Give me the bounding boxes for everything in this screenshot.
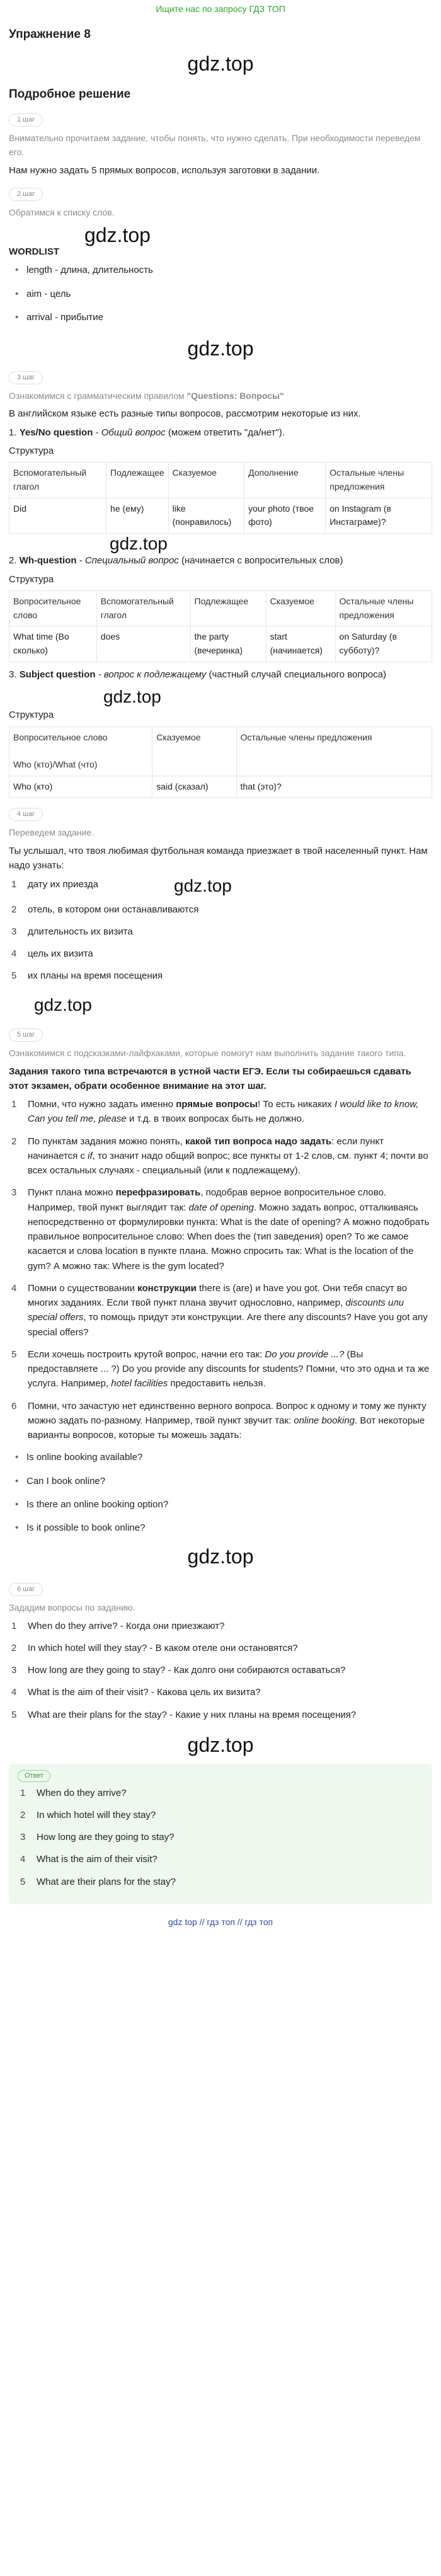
step-badge: 5 шаг — [9, 1028, 43, 1042]
footer-links[interactable]: gdz top // гдз топ // гдз топ — [168, 1916, 273, 1927]
watermark: gdz.top — [187, 1545, 254, 1568]
structure-label: Структура — [9, 445, 54, 456]
watermark: gdz.top — [187, 337, 254, 360]
table-cell: the party (вечеринка) — [190, 626, 266, 662]
step-note: Переведем задание. — [9, 827, 94, 838]
solution-title: Подробное решение — [9, 87, 131, 101]
step-4 — [0, 804, 441, 1018]
structure-table-wh — [9, 590, 432, 662]
table-header: Вспомогательный глагол — [9, 463, 106, 498]
table-header: Вспомогательный глагол — [96, 590, 190, 626]
list-item: 6 Помни, что зачастую нет единственно верного вопроса. Вопрос к одному и тому же пункту можно задать по-разному. Например, твой пункт звучит так: online booking. Вот некоторые варианты вопросов, которые ты можешь задать: — [11, 1400, 427, 1441]
table-header: Подлежащее — [106, 463, 169, 498]
step-3 — [0, 367, 441, 798]
table-cell: What time (Во сколько) — [9, 626, 97, 662]
exercise-title: Упражнение 8 — [9, 27, 91, 41]
table-cell: like (понравилось) — [168, 498, 244, 533]
list-item: 2 In which hotel will they stay? - В каком отеле они остановятся? — [11, 1642, 298, 1653]
wordlist-title: WORDLIST — [9, 246, 59, 258]
table-header: Остальные члены предложения — [326, 463, 432, 498]
list-item: 1 дату их приезда gdz.top — [11, 875, 232, 895]
watermark: gdz.top — [84, 223, 151, 246]
yes-no-heading: 1. Yes/No question - Общий вопрос (можем ответить "да/нет"). — [9, 427, 285, 438]
questions-list — [9, 1619, 432, 1722]
step-2 — [0, 184, 441, 325]
table-cell: he (ему) — [106, 498, 169, 533]
list-item: • length - длина, длительность — [13, 263, 432, 277]
list-item: 4 What is the aim of their visit? — [20, 1854, 158, 1865]
list-item: • Is online booking available? — [13, 1450, 432, 1464]
table-header: Сказуемое — [266, 590, 335, 626]
table-header: Остальные члены предложения — [236, 727, 432, 776]
list-item: • Is it possible to book online? — [13, 1521, 432, 1535]
list-item: 1 When do they arrive? — [20, 1787, 127, 1798]
step-note: Ознакомимся с подсказками-лайфхаками, которые помогут нам выполнить задание такого типа. — [9, 1047, 406, 1058]
table-cell: your photo (твое фото) — [244, 498, 326, 533]
subject-heading: 3. Subject question - вопрос к подлежащему (частный случай специального вопроса) — [9, 669, 386, 680]
list-item: 2 отель, в котором они останавливаются — [11, 904, 199, 915]
list-item: 3 Пункт плана можно перефразировать, подобрав верное вопросительное слово. Например, твой пункт выглядит так: date of opening. Можно задать вопрос, отталкиваясь непосредственно от формулировки пункта: What is the date of opening? А можно подобрать правильное вопросительное слово: When does the (тип заведения) open? То же самое касается и слова location в пункте плана. Можно спросить так: What is the location of the gym? А можно так: Where is the gym located? — [11, 1187, 430, 1272]
table-header: Сказуемое — [168, 463, 244, 498]
step-note: Ознакомимся с грамматическим правилом "Questions: Вопросы" — [9, 390, 284, 401]
table-cell: that (это)? — [236, 776, 432, 798]
list-item: 2 In which hotel will they stay? — [20, 1809, 156, 1820]
list-item: 4 цель их визита — [11, 948, 93, 959]
step-text: В английском языке есть разные типы вопросов, рассмотрим некоторые из них. — [9, 408, 361, 420]
step-text: Нам нужно задать 5 прямых вопросов, используя заготовки в задании. — [9, 164, 320, 176]
list-item: 4 What is the aim of their visit? - Какова цель их визита? — [11, 1687, 261, 1698]
table-header: Дополнение — [244, 463, 326, 498]
step-badge: 2 шаг — [9, 188, 43, 201]
step-badge: 4 шаг — [9, 808, 43, 821]
wh-heading: 2. Wh-question - Специальный вопрос (начинается с вопросительных слов) — [9, 555, 343, 566]
list-item: • Can I book online? — [13, 1474, 432, 1488]
wordlist — [9, 263, 432, 325]
list-item: 5 What are their plans for the stay? - Какие у них планы на время посещения? — [11, 1709, 357, 1720]
step-note: Зададим вопросы по заданию. — [9, 1602, 135, 1613]
structure-table-subject — [9, 727, 432, 798]
step-text: Ты услышал, что твоя любимая футбольная команда приезжает в твой населенный пункт. Нам надо узнать: — [9, 846, 428, 871]
table-cell: on Saturday (в субботу)? — [335, 626, 432, 662]
table-header: Подлежащее — [190, 590, 266, 626]
list-item: 5 Если хочешь построить крутой вопрос, начни его так: Do you provide ...? (Вы предоставляете ... ?) Do you provide any discounts for students? Помни, что это одна и та же услуга. Например, hotel facilities предоставить нельзя. — [11, 1348, 430, 1389]
watermark: gdz.top — [34, 994, 92, 1015]
task-list — [9, 877, 432, 984]
search-hint-link[interactable]: Ищите нас по запросу ГДЗ ТОП — [156, 4, 285, 14]
table-cell: said (сказал) — [152, 776, 236, 798]
table-header: Вопросительное слово — [9, 590, 97, 626]
watermark: gdz.top — [110, 533, 168, 553]
step-5 — [0, 1025, 441, 1573]
table-row — [9, 626, 432, 662]
step-badge: 6 шаг — [9, 1583, 43, 1596]
watermark: gdz.top — [103, 686, 161, 706]
table-header: Вопросительное слово Who (кто)/What (что) — [9, 727, 152, 776]
answer-list — [18, 1786, 423, 1889]
answer-badge: Ответ — [18, 1770, 50, 1782]
list-item: 5 What are their plans for the stay? — [20, 1876, 176, 1887]
list-item: 4 Помни о существовании конструкции there is (are) и have you got. Они тебя спасут во многих заданиях. Если твой пункт плана звучит однословно, например, discounts или special offers, то помощь придут эти конструкции. Are there any discounts? Have you got any special offers? — [11, 1282, 428, 1338]
table-header: Сказуемое — [152, 727, 236, 776]
list-item: • Is there an online booking option? — [13, 1497, 432, 1512]
list-item: • aim - цель — [13, 287, 432, 301]
structure-label: Структура — [9, 710, 54, 721]
step-badge: 1 шаг — [9, 113, 43, 127]
table-cell: Did — [9, 498, 106, 533]
answer-box — [9, 1764, 432, 1904]
step-intro: Задания такого типа встречаются в устной части ЕГЭ. Если ты собираешься сдавать этот экзамен, обрати особенное внимание на этот шаг. — [9, 1066, 411, 1091]
step-note: Внимательно прочитаем задание, чтобы понять, что нужно сделать. При необходимости переведем его. — [9, 133, 421, 157]
watermark: gdz.top — [187, 1733, 254, 1756]
step-badge: 3 шаг — [9, 371, 43, 384]
list-item: • arrival - прибытие — [13, 310, 432, 325]
step-1 — [0, 110, 441, 178]
watermark: gdz.top — [187, 52, 254, 76]
table-row — [9, 776, 432, 798]
structure-table-yes-no — [9, 462, 432, 534]
structure-label: Структура — [9, 573, 54, 585]
step-6 — [0, 1579, 441, 1722]
table-cell: does — [96, 626, 190, 662]
table-cell: Who (кто) — [9, 776, 152, 798]
table-cell: on Instagram (в Инстаграме)? — [326, 498, 432, 533]
list-item: 3 How long are they going to stay? — [20, 1832, 175, 1843]
list-item: 3 длительность их визита — [11, 926, 133, 937]
list-item: 1 Помни, что нужно задать именно прямые вопросы! То есть никаких I would like to know, Can you tell me, please и т.д. в твоих вопросах быть не должно. — [11, 1099, 419, 1125]
list-item: 5 их планы на время посещения — [11, 970, 163, 982]
table-cell: start (начинается) — [266, 626, 335, 662]
step-note: Обратимся к списку слов. — [9, 207, 115, 217]
examples-list — [9, 1450, 432, 1535]
table-header: Остальные члены предложения — [335, 590, 432, 626]
list-item: 1 When do they arrive? - Когда они приезжают? — [11, 1620, 225, 1631]
list-item: 3 How long are they going to stay? - Как долго они собираются оставаться? — [11, 1665, 346, 1676]
table-row — [9, 498, 432, 533]
tips-list — [9, 1097, 432, 1442]
list-item: 2 По пунктам задания можно понять, какой тип вопроса надо задать: если пункт начинается с if, то значит надо общий вопрос; все пункты от 1-2 слов, см. пункт 4; почти во всех остальных случаях - специальный (или к подлежащему). — [11, 1136, 428, 1176]
